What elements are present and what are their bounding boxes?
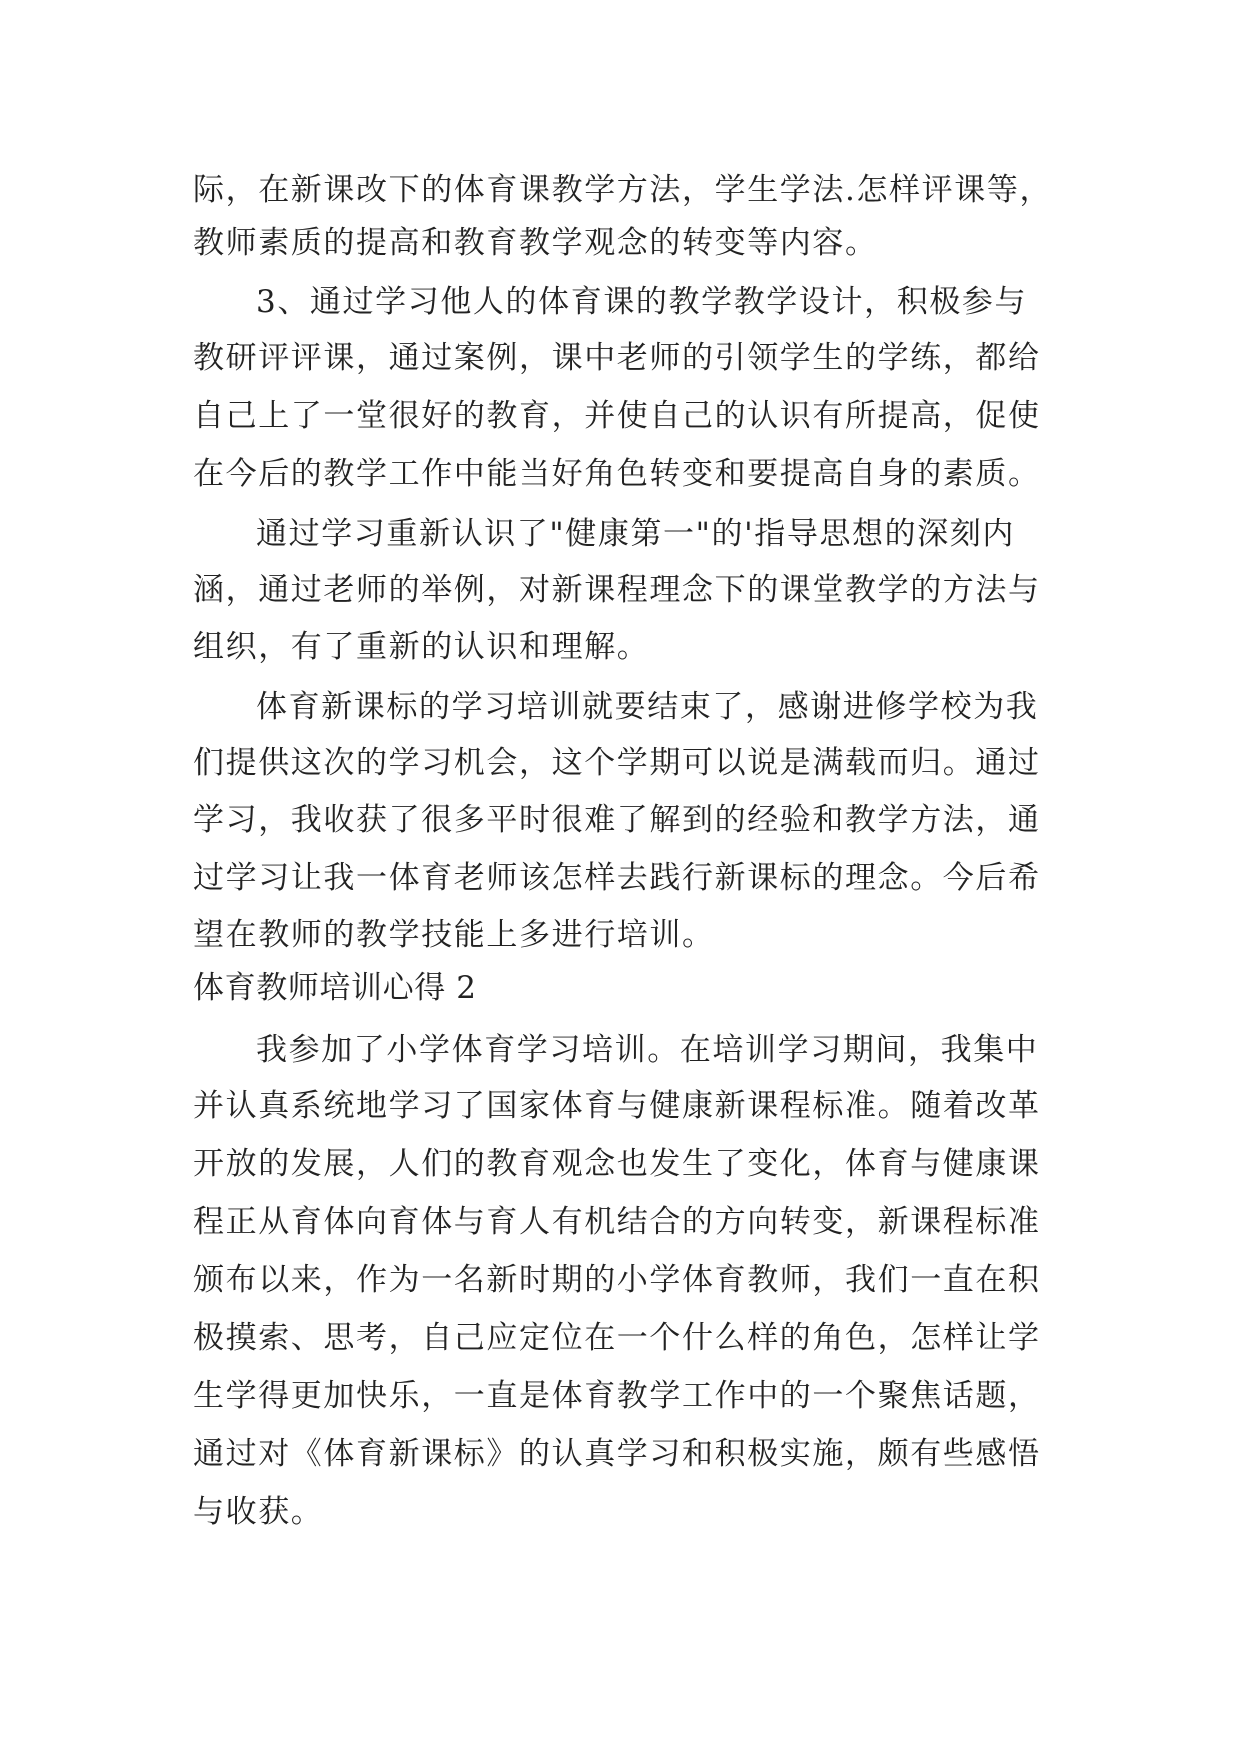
paragraph-line: 在今后的教学工作中能当好角色转变和要提高自身的素质。 bbox=[193, 456, 1041, 492]
paragraph-line: 际，在新课改下的体育课教学方法，学生学法.怎样评课等， bbox=[193, 172, 1053, 208]
section-heading: 体育教师培训心得 2 bbox=[193, 970, 477, 1006]
paragraph-line: 学习，我收获了很多平时很难了解到的经验和教学方法，通 bbox=[193, 802, 1041, 838]
paragraph-line: 与收获。 bbox=[193, 1494, 324, 1530]
paragraph-line: 组织，有了重新的认识和理解。 bbox=[193, 629, 650, 665]
paragraph-line: 并认真系统地学习了国家体育与健康新课程标准。随着改革 bbox=[193, 1088, 1041, 1124]
paragraph-line: 开放的发展，人们的教育观念也发生了变化，体育与健康课 bbox=[193, 1146, 1041, 1182]
paragraph-line: 教师素质的提高和教育教学观念的转变等内容。 bbox=[193, 225, 878, 261]
paragraph-line: 通过对《体育新课标》的认真学习和积极实施，颇有些感悟 bbox=[193, 1436, 1041, 1472]
paragraph-line: 自己上了一堂很好的教育，并使自己的认识有所提高，促使 bbox=[193, 398, 1041, 434]
paragraph-line: 极摸索、思考，自己应定位在一个什么样的角色，怎样让学 bbox=[193, 1320, 1041, 1356]
paragraph-line: 涵，通过老师的举例，对新课程理念下的课堂教学的方法与 bbox=[193, 572, 1041, 608]
paragraph-line: 通过学习重新认识了"健康第一"的'指导思想的深刻内 bbox=[256, 516, 1016, 552]
paragraph-line: 体育新课标的学习培训就要结束了，感谢进修学校为我 bbox=[256, 689, 1039, 725]
paragraph-line: 教研评评课，通过案例，课中老师的引领学生的学练，都给 bbox=[193, 340, 1041, 376]
paragraph-line: 们提供这次的学习机会，这个学期可以说是满载而归。通过 bbox=[193, 745, 1041, 781]
paragraph-line: 生学得更加快乐，一直是体育教学工作中的一个聚焦话题， bbox=[193, 1378, 1041, 1414]
paragraph-line: 3、通过学习他人的体育课的教学教学设计，积极参与 bbox=[256, 284, 1028, 320]
paragraph-line: 我参加了小学体育学习培训。在培训学习期间，我集中 bbox=[256, 1032, 1039, 1068]
paragraph-line: 过学习让我一体育老师该怎样去践行新课标的理念。今后希 bbox=[193, 860, 1041, 896]
paragraph-line: 程正从育体向育体与育人有机结合的方向转变，新课程标准 bbox=[193, 1204, 1041, 1240]
paragraph-line: 望在教师的教学技能上多进行培训。 bbox=[193, 917, 715, 953]
paragraph-line: 颁布以来，作为一名新时期的小学体育教师，我们一直在积 bbox=[193, 1262, 1041, 1298]
